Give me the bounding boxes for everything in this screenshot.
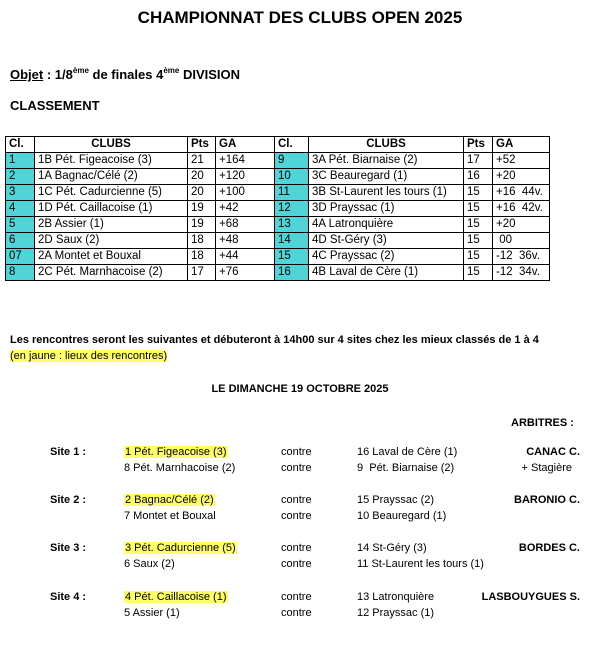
referee-name: BORDES C.: [518, 542, 580, 554]
site-label: Site 4 :: [50, 591, 87, 603]
site-label: Site 3 :: [50, 542, 87, 554]
ga-cell: -12 36v.: [493, 249, 550, 265]
contre-label: contre: [281, 558, 312, 570]
contre-label: contre: [281, 607, 312, 619]
club-cell: 4C Prayssac (2): [309, 249, 464, 265]
rank-value: 07: [9, 250, 22, 262]
contre-label: contre: [281, 591, 312, 603]
points-cell: 17: [464, 153, 493, 169]
ga-cell: +16 42v.: [493, 201, 550, 217]
rank-value: 10: [278, 170, 291, 182]
club-cell: 3A Pét. Biarnaise (2): [309, 153, 464, 169]
club-cell: 4D St-Géry (3): [309, 233, 464, 249]
schedule-note: Les rencontres seront les suivantes et débuteront à 14h00 sur 4 sites chez les mieux classés de 1 à 4: [10, 334, 539, 346]
rank-value: 16: [278, 266, 291, 278]
second-home-team: 8 Pét. Marnhacoise (2): [124, 462, 236, 474]
referee-name: BARONIO C.: [514, 494, 580, 506]
table-row: [6, 153, 550, 169]
page-title: CHAMPIONNAT DES CLUBS OPEN 2025: [137, 8, 463, 27]
host-team-highlight: 3 Pét. Cadurcienne (5): [125, 542, 236, 554]
ga-cell: +20: [493, 169, 550, 185]
rank-cell: [275, 249, 309, 265]
rank-cell: [275, 201, 309, 217]
points-cell: 15: [464, 185, 493, 201]
col-header: Pts: [464, 137, 493, 153]
classement-heading: CLASSEMENT: [10, 98, 100, 113]
second-away-team: 10 Beauregard (1): [357, 510, 447, 522]
ga-cell: +164: [216, 153, 275, 169]
rank-cell: [275, 265, 309, 281]
points-cell: 15: [464, 265, 493, 281]
rank-cell: [275, 153, 309, 169]
points-cell: 15: [464, 201, 493, 217]
rank-value: 5: [9, 218, 16, 230]
host-team: [124, 591, 228, 603]
objet-separator: :: [43, 67, 55, 82]
club-cell: 1A Bagnac/Célé (2): [35, 169, 188, 185]
rank-cell: [6, 185, 35, 201]
rank-value: 13: [278, 218, 291, 230]
rank-value: 2: [9, 170, 16, 182]
second-away-team: 12 Prayssac (1): [357, 607, 435, 619]
rank-value: 4: [9, 202, 16, 214]
rank-cell: [275, 169, 309, 185]
rank-cell: [6, 265, 35, 281]
club-cell: 1C Pét. Cadurcienne (5): [35, 185, 188, 201]
col-header: Cl.: [6, 137, 35, 153]
club-cell: 3B St-Laurent les tours (1): [309, 185, 464, 201]
ga-cell: +68: [216, 217, 275, 233]
points-cell: 20: [188, 169, 216, 185]
rank-value: 3: [9, 186, 16, 198]
ga-cell: +44: [216, 249, 275, 265]
second-away-team: 11 St-Laurent les tours (1): [357, 558, 484, 570]
rank-cell: [6, 201, 35, 217]
ga-cell: -12 34v.: [493, 265, 550, 281]
rank-cell: [275, 233, 309, 249]
standings-table: [5, 136, 550, 281]
points-cell: 16: [464, 169, 493, 185]
ga-cell: +52: [493, 153, 550, 169]
ga-cell: +120: [216, 169, 275, 185]
points-cell: 20: [188, 185, 216, 201]
table-row: [6, 249, 550, 265]
rank-cell: [6, 217, 35, 233]
rank-value: 15: [278, 250, 291, 262]
rank-cell: [6, 153, 35, 169]
rank-cell: [6, 233, 35, 249]
col-header: GA: [493, 137, 550, 153]
host-team-highlight: 4 Pét. Caillacoise (1): [125, 591, 227, 603]
host-team: [124, 542, 237, 554]
club-cell: 1D Pét. Caillacoise (1): [35, 201, 188, 217]
points-cell: 19: [188, 201, 216, 217]
contre-label: contre: [281, 510, 312, 522]
second-home-team: 5 Assier (1): [124, 607, 180, 619]
rank-cell: [275, 217, 309, 233]
col-header: CLUBS: [35, 137, 188, 153]
table-row: [6, 201, 550, 217]
away-team: 13 Latronquière: [357, 591, 435, 603]
away-team: 14 St-Géry (3): [357, 542, 427, 554]
ga-cell: +42: [216, 201, 275, 217]
rank-value: 14: [278, 234, 291, 246]
arbitres-heading: ARBITRES :: [511, 417, 574, 429]
host-team-highlight: 2 Bagnac/Célé (2): [125, 494, 214, 506]
points-cell: 18: [188, 233, 216, 249]
objet-label: Objet: [10, 67, 44, 82]
col-header: Pts: [188, 137, 216, 153]
referee-trainee: + Stagière: [521, 462, 572, 474]
col-header: Cl.: [275, 137, 309, 153]
ga-cell: 00: [493, 233, 550, 249]
club-cell: 2C Pét. Marnhacoise (2): [35, 265, 188, 281]
host-team-highlight: 1 Pét. Figeacoise (3): [125, 446, 227, 458]
ga-cell: +16 44v.: [493, 185, 550, 201]
contre-label: contre: [281, 542, 312, 554]
table-row: [6, 169, 550, 185]
club-cell: 4B Laval de Cère (1): [309, 265, 464, 281]
col-header: CLUBS: [309, 137, 464, 153]
points-cell: 15: [464, 249, 493, 265]
table-row: [6, 217, 550, 233]
ga-cell: +48: [216, 233, 275, 249]
rank-value: 8: [9, 266, 16, 278]
referee-name: CANAC C.: [526, 446, 580, 458]
standings-header-row: [6, 137, 550, 153]
match-date: LE DIMANCHE 19 OCTOBRE 2025: [211, 383, 389, 395]
ga-cell: +100: [216, 185, 275, 201]
ga-cell: +76: [216, 265, 275, 281]
club-cell: 2D Saux (2): [35, 233, 188, 249]
points-cell: 18: [188, 249, 216, 265]
club-cell: 2B Assier (1): [35, 217, 188, 233]
objet-round: 1/8: [54, 67, 73, 82]
contre-label: contre: [281, 446, 312, 458]
site-label: Site 1 :: [50, 446, 87, 458]
rank-value: 1: [9, 154, 16, 166]
objet-line: [10, 66, 240, 82]
club-cell: 1B Pét. Figeacoise (3): [35, 153, 188, 169]
rank-value: 11: [278, 186, 290, 198]
points-cell: 19: [188, 217, 216, 233]
table-row: [6, 233, 550, 249]
referee-name: LASBOUYGUES S.: [481, 591, 580, 603]
points-cell: 15: [464, 233, 493, 249]
objet-sup-1: ème: [72, 66, 89, 75]
host-team: [124, 494, 215, 506]
rank-cell: [6, 249, 35, 265]
ga-cell: +20: [493, 217, 550, 233]
second-home-team: 6 Saux (2): [124, 558, 175, 570]
second-away-team: 9 Pét. Biarnaise (2): [357, 462, 455, 474]
contre-label: contre: [281, 494, 312, 506]
legend-text: (en jaune : lieux des rencontres): [10, 350, 168, 362]
col-header: GA: [216, 137, 275, 153]
second-home-team: 7 Montet et Bouxal: [124, 510, 216, 522]
contre-label: contre: [281, 462, 312, 474]
legend-note: [10, 350, 167, 362]
points-cell: 17: [188, 265, 216, 281]
rank-value: 9: [278, 154, 285, 166]
objet-sup-2: ème: [163, 66, 180, 75]
table-row: [6, 185, 550, 201]
site-label: Site 2 :: [50, 494, 87, 506]
objet-division: DIVISION: [179, 67, 241, 82]
table-row: [6, 265, 550, 281]
rank-value: 12: [278, 202, 291, 214]
away-team: 16 Laval de Cère (1): [357, 446, 458, 458]
club-cell: 4A Latronquière: [309, 217, 464, 233]
rank-cell: [6, 169, 35, 185]
points-cell: 21: [188, 153, 216, 169]
away-team: 15 Prayssac (2): [357, 494, 435, 506]
points-cell: 15: [464, 217, 493, 233]
rank-value: 6: [9, 234, 16, 246]
club-cell: 3C Beauregard (1): [309, 169, 464, 185]
club-cell: 2A Montet et Bouxal: [35, 249, 188, 265]
rank-cell: [275, 185, 309, 201]
host-team: [124, 446, 228, 458]
club-cell: 3D Prayssac (1): [309, 201, 464, 217]
objet-mid: de finales 4: [88, 67, 164, 82]
